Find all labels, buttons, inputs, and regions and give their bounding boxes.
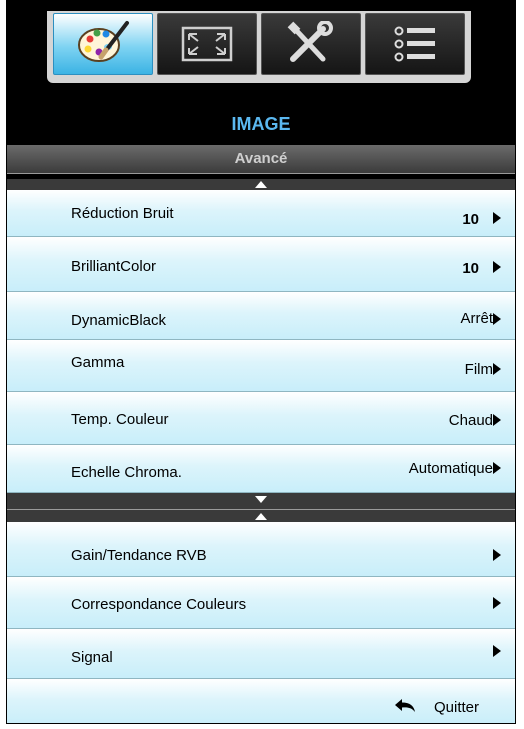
menu-item-color-temp[interactable] [7,392,515,445]
osd-menu [6,0,516,724]
scroll-up-icon [255,513,267,520]
menu-item-dynamicblack[interactable] [7,292,515,340]
menu-item-label: Signal [71,649,113,666]
menu-title: IMAGE [231,114,291,134]
tab-bar [47,11,471,83]
menu-item-gamma[interactable] [7,340,515,392]
screen-resize-icon [179,24,235,64]
menu-item-value: Film [464,361,493,378]
top-bar [7,1,515,93]
tab-options[interactable] [365,13,465,75]
arrow-right-icon [493,261,501,273]
menu-item-label: DynamicBlack [71,312,167,329]
arrow-right-icon [493,645,501,657]
arrow-right-icon [493,212,501,224]
menu-item-label: Echelle Chroma. [71,464,182,481]
back-arrow-icon[interactable] [393,698,417,719]
menu-item-chroma-scale[interactable] [7,445,515,493]
menu-item-brilliantcolor[interactable] [7,237,515,292]
quit-button[interactable]: Quitter [433,699,479,716]
menu-item-noise-reduction[interactable] [7,190,515,237]
tools-icon [283,21,339,67]
arrow-right-icon [493,597,501,609]
menu-item-color-matching[interactable] [7,577,515,629]
list-menu-icon [387,21,443,67]
scroll-down-bar[interactable] [7,493,515,509]
menu-item-rgb-gain-bias[interactable] [7,522,515,577]
menu-item-label: Correspondance Couleurs [71,596,247,613]
menu-item-label: BrilliantColor [71,258,157,275]
scroll-up-bar-2[interactable] [7,510,515,522]
menu-subtitle: Avancé [7,145,515,173]
divider [7,173,515,174]
menu-item-label: Gamma [71,354,125,371]
menu-item-value: Chaud [448,412,493,429]
scroll-up-icon [255,181,267,188]
menu-item-value: Automatique [408,460,493,477]
quit-row [7,679,515,724]
palette-icon [75,19,131,69]
menu-item-signal[interactable] [7,629,515,679]
tab-image[interactable] [53,13,153,75]
menu-item-value: 10 [462,260,479,277]
arrow-right-icon [493,414,501,426]
menu-item-label: Gain/Tendance RVB [71,547,207,564]
arrow-right-icon [493,549,501,561]
scroll-down-icon [255,496,267,503]
menu-item-value: Arrêt [460,310,493,327]
scroll-up-bar[interactable] [7,179,515,190]
arrow-right-icon [493,313,501,325]
tab-settings[interactable] [261,13,361,75]
arrow-right-icon [493,462,501,474]
tab-display[interactable] [157,13,257,75]
menu-item-value: 10 [462,211,479,228]
menu-item-label: Temp. Couleur [71,411,169,428]
arrow-right-icon [493,363,501,375]
menu-item-label: Réduction Bruit [71,205,174,222]
